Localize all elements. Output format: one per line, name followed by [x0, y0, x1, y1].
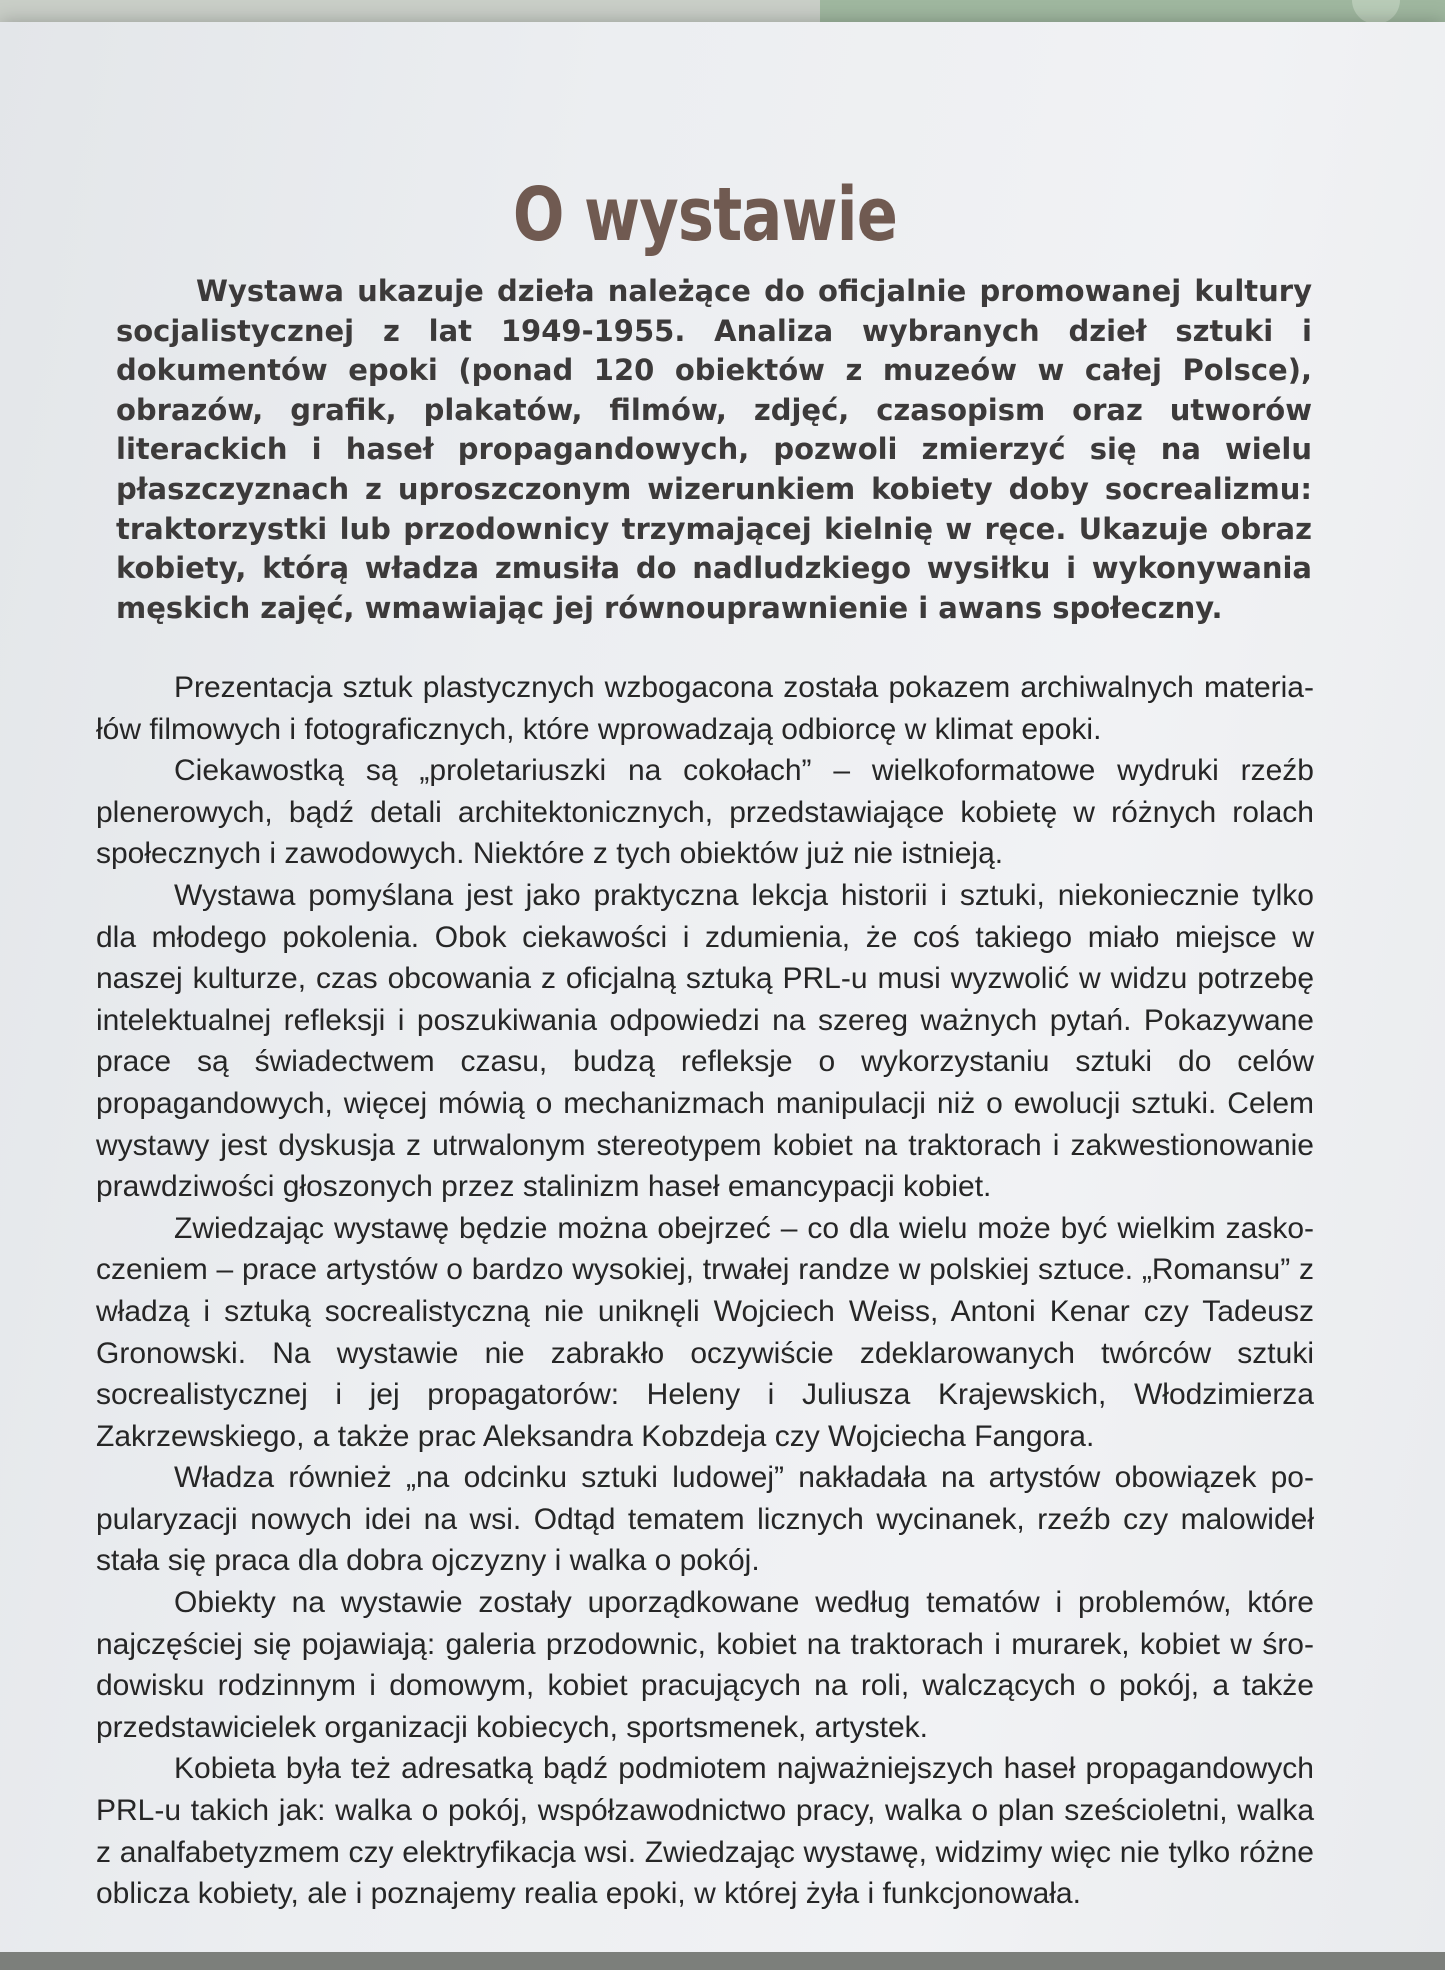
page-title: O wystawie — [512, 171, 898, 258]
body-text — [96, 667, 1314, 1915]
body-paragraph: Obiekty na wystawie zostały uporządkowane według tematów i problemów, które najczęściej się pojawiają: galeria przodownic, kobiet na traktorach i murarek, kobiet w środowisku rodzinnym i domowym, kobiet pracujących na roli, walczących o pokój, a także przedstawicielek organizacji kobiecych, sportsmenek, artystek. — [96, 1586, 1314, 1744]
body-paragraph: Wystawa pomyślana jest jako praktyczna lekcja historii i sztuki, niekoniecznie tylko dla młodego pokolenia. Obok ciekawości i zdumienia, że coś takiego miało miejsce w naszej kulturze, czas obcowania z oficjalną sztuką PRL-u musi wyzwolić w widzu potrzebę intelektualnej refleksji i poszukiwania odpowiedzi na szereg ważnych pytań. Pokazywane prace są świadectwem czasu, budzą refleksje o wykorzystaniu sztuki do celów propagandowych, więcej mówią o mechanizmach manipulacji niż o ewolucji sztuki. Celem wystawy jest dyskusja z utrwalonym stereotypem kobiet na traktorach i zakwestionowanie prawdziwości głoszonych przez stalinizm haseł emancypacji kobiet. — [96, 878, 1314, 1204]
body-paragraph: Władza również „na odcinku sztuki ludowej” nakładała na artystów obowiązek popularyzacji nowych idei na wsi. Odtąd tematem licznych wycinanek, rzeźb czy malowideł stała się praca dla dobra ojczyzny i walka o pokój. — [96, 1461, 1314, 1578]
background-bottom-edge — [0, 1952, 1445, 1970]
body-paragraph: Prezentacja sztuk plastycznych wzbogacona została pokazem archiwalnych materiałów filmowych i fotograficznych, które wprowadzają odbiorcę w klimat epoki. — [96, 671, 1314, 746]
document-page — [0, 22, 1445, 1957]
body-paragraph: Ciekawostką są „proletariuszki na cokołach” – wielkoformatowe wydruki rzeźb plenerowych, bądź detali architektonicznych, przedstawiające kobietę w różnych rolach społecznych i zawodowych. Niektóre z tych obiektów już nie istnieją. — [96, 754, 1314, 871]
body-paragraph: Kobieta była też adresatką bądź podmiotem najważniejszych haseł propagandowych PRL-u takich jak: walka o pokój, współzawodnictwo pracy, walka o plan sześcioletni, walka z analfabetyzmem czy elektryfikacja wsi. Zwiedzając wystawę, widzimy więc nie tylko różne oblicza kobiety, ale i poznajemy realia epoki, w której żyła i funkcjonowała. — [96, 1752, 1314, 1911]
body-paragraph: Zwiedzając wystawę będzie można obejrzeć – co dla wielu może być wielkim zaskoczeniem – prace artystów o bardzo wysokiej, trwałej randze w polskiej sztuce. „Romansu” z władzą i sztuką socrealistyczną nie uniknęli Wojciech Weiss, Antoni Kenar czy Tadeusz Gronowski. Na wystawie nie zabrakło oczywiście zdeklarowanych twórców sztuki socrealistycznej i jej propagatorów: Heleny i Juliusza Krajewskich, Włodzimierza Zakrzewskiego, a także prac Aleksandra Kobzdeja czy Wojciecha Fangora. — [96, 1211, 1314, 1453]
lead-paragraph: Wystawa ukazuje dzieła należące do oficjalnie promowanej kultury socjalistycznej z lat 1949-1955. Analiza wybranych dzieł sztuki i dokumentów epoki (ponad 120 obiektów z muzeów w całej Polsce), obrazów, grafik, plakatów, filmów, zdjęć, czasopism oraz utworów literackich i haseł propagandowych, pozwoli zmierzyć się na wielu płaszczyznach z uproszczonym wizerunkiem kobiety doby socrealizmu: traktorzystki lub przodownicy trzymającej kielnię w ręce. Ukazuje obraz kobiety, którą władza zmusiła do nadludzkiego wysiłku i wykonywania męskich zajęć, wmawiając jej równouprawnienie i awans społeczny. — [116, 274, 1312, 625]
